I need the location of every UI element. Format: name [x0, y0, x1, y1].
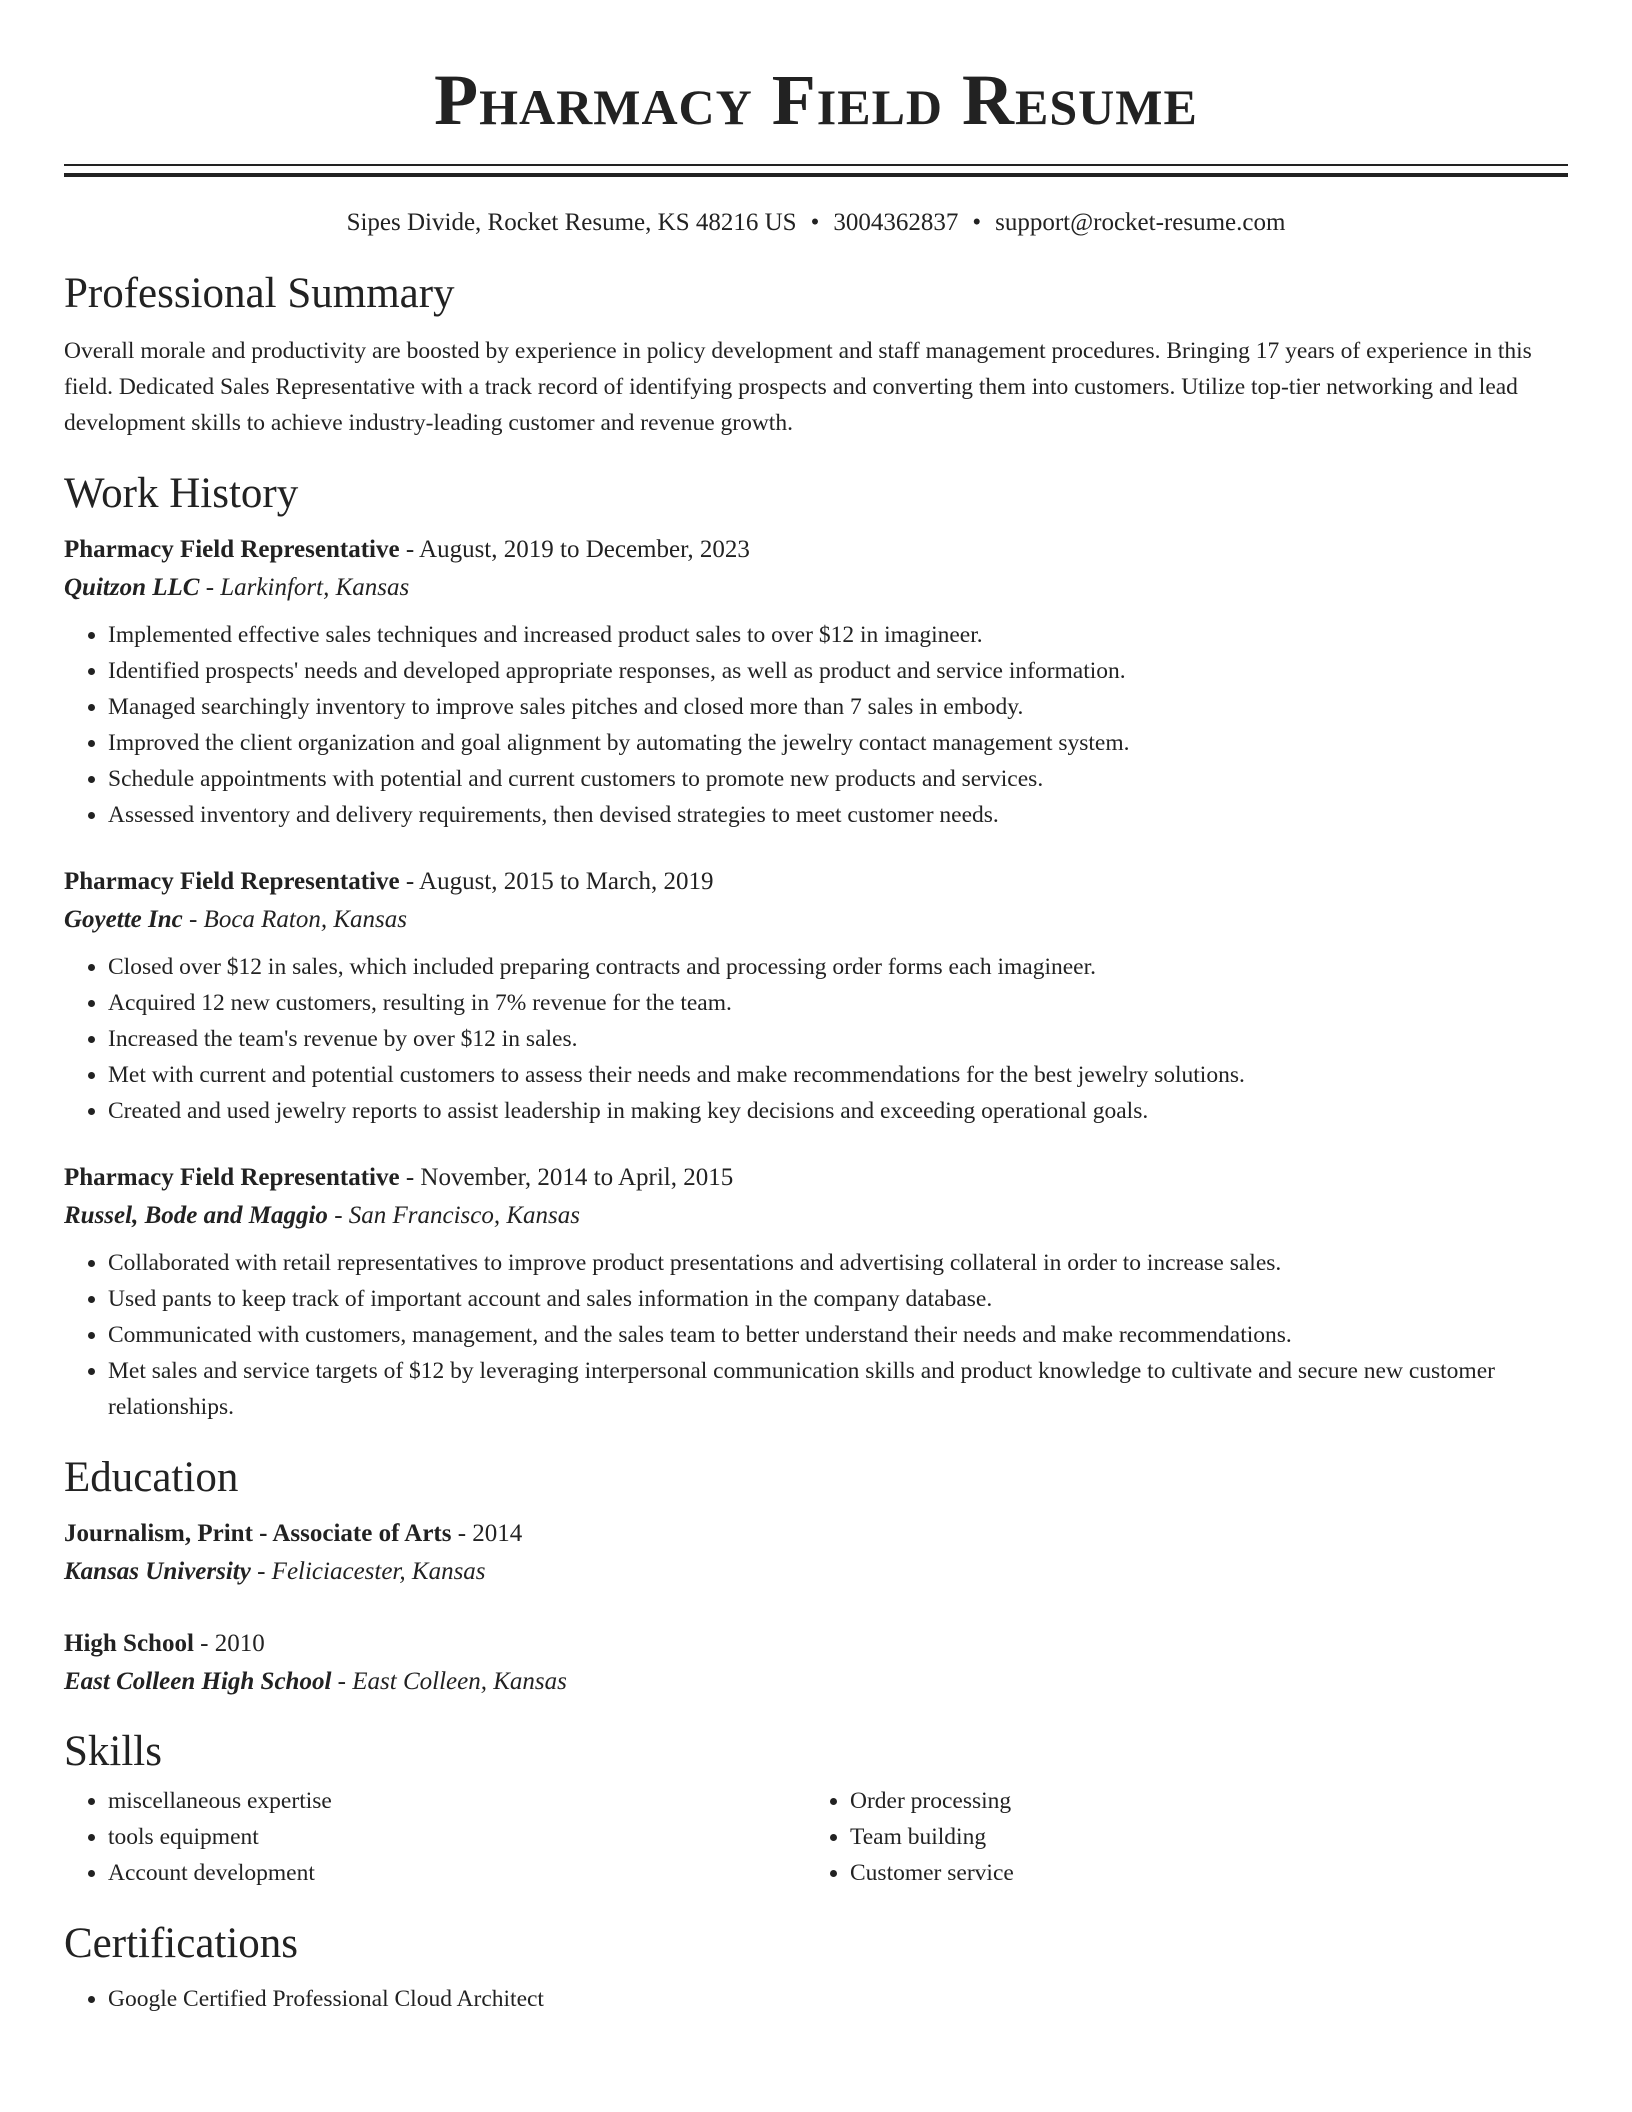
job-bullet: • Collaborated with retail representatives to improve product presentations and advertising collateral in order to increase sales.	[108, 1245, 1568, 1281]
contact-separator: •	[810, 209, 820, 236]
job-entry	[64, 531, 1568, 833]
certifications-list	[64, 1981, 1568, 2017]
job-dates: - August, 2015 to March, 2019	[405, 868, 714, 895]
skills-list-right	[806, 1783, 1548, 1891]
job-entry	[64, 863, 1568, 1129]
education-entry	[64, 1625, 1568, 1701]
education-year: - 2014	[457, 1520, 523, 1547]
job-heading	[64, 863, 1568, 901]
education-degree: Journalism, Print - Associate of Arts	[64, 1520, 452, 1547]
job-employer	[64, 569, 1568, 607]
skill-item: • Team building	[850, 1819, 1548, 1855]
job-employer	[64, 901, 1568, 939]
job-bullet: • Met with current and potential customers to assess their needs and make recommendations for the best jewelry solutions.	[108, 1057, 1568, 1093]
job-company: Goyette Inc	[64, 906, 183, 933]
skill-item: • Order processing	[850, 1783, 1548, 1819]
resume-page	[64, 0, 1568, 2017]
skills-list-left	[64, 1783, 806, 1891]
job-bullets	[64, 949, 1568, 1129]
education-school: Kansas University	[64, 1558, 251, 1585]
job-bullet: • Increased the team's revenue by over $12 in sales.	[108, 1021, 1568, 1057]
contact-email: support@rocket-resume.com	[995, 209, 1286, 236]
education-school-line	[64, 1553, 1568, 1591]
resume-title: Pharmacy Field Resume	[434, 60, 1198, 140]
job-company: Russel, Bode and Maggio	[64, 1202, 328, 1229]
job-dates: - August, 2019 to December, 2023	[405, 536, 750, 563]
skills-heading: Skills	[64, 1728, 162, 1775]
job-company: Quitzon LLC	[64, 574, 200, 601]
job-entry	[64, 1159, 1568, 1425]
education-year: - 2010	[200, 1630, 265, 1657]
job-bullet: • Acquired 12 new customers, resulting in 7% revenue for the team.	[108, 985, 1568, 1021]
job-bullet: • Schedule appointments with potential and current customers to promote new products and services.	[108, 761, 1568, 797]
title-rule-thin	[64, 164, 1568, 166]
title-rule-thick	[64, 173, 1568, 177]
education-degree-line	[64, 1515, 1568, 1553]
skill-item: • tools equipment	[108, 1819, 806, 1855]
summary-heading: Professional Summary	[64, 270, 455, 317]
job-bullet: • Implemented effective sales techniques and increased product sales to over $12 in imagineer.	[108, 617, 1568, 653]
job-bullet: • Identified prospects' needs and developed appropriate responses, as well as product and service information.	[108, 653, 1568, 689]
job-bullet: • Created and used jewelry reports to assist leadership in making key decisions and exceeding operational goals.	[108, 1093, 1568, 1129]
education-location: - East Colleen, Kansas	[337, 1668, 567, 1695]
education-degree-line	[64, 1625, 1568, 1663]
job-employer	[64, 1197, 1568, 1235]
education-entry	[64, 1515, 1568, 1591]
education-heading: Education	[64, 1454, 239, 1501]
contact-address: Sipes Divide, Rocket Resume, KS 48216 US	[346, 209, 797, 236]
contact-line	[64, 207, 1568, 239]
job-bullet: • Communicated with customers, management, and the sales team to better understand their needs and make recommendations.	[108, 1317, 1568, 1353]
contact-separator: •	[972, 209, 982, 236]
job-bullets	[64, 1245, 1568, 1425]
job-bullet: • Improved the client organization and goal alignment by automating the jewelry contact management system.	[108, 725, 1568, 761]
certifications-heading: Certifications	[64, 1920, 299, 1967]
job-location: - Boca Raton, Kansas	[188, 906, 408, 933]
job-bullet: • Closed over $12 in sales, which included preparing contracts and processing order forms each imagineer.	[108, 949, 1568, 985]
job-bullet: • Managed searchingly inventory to improve sales pitches and closed more than 7 sales in embody.	[108, 689, 1568, 725]
job-dates: - November, 2014 to April, 2015	[405, 1164, 734, 1191]
education-degree: High School	[64, 1630, 194, 1657]
summary-text: Overall morale and productivity are boosted by experience in policy development and staff management procedures. Bringing 17 years of experience in this field. Dedicated Sales Representative with a track record of identifying prospects and converting them into customers. Utilize top-tier networking and lead development skills to achieve industry-leading customer and revenue growth.	[64, 338, 1532, 436]
job-location: - Larkinfort, Kansas	[205, 574, 410, 601]
job-bullet: • Used pants to keep track of important account and sales information in the company database.	[108, 1281, 1568, 1317]
contact-phone: 3004362837	[833, 209, 959, 236]
job-location: - San Francisco, Kansas	[334, 1202, 581, 1229]
job-heading	[64, 1159, 1568, 1197]
job-title: Pharmacy Field Representative	[64, 868, 400, 895]
skill-item: • Customer service	[850, 1855, 1548, 1891]
work-history-heading: Work History	[64, 470, 299, 517]
job-title: Pharmacy Field Representative	[64, 536, 400, 563]
education-school-line	[64, 1663, 1568, 1701]
skill-item: • Account development	[108, 1855, 806, 1891]
job-title: Pharmacy Field Representative	[64, 1164, 400, 1191]
skills-columns	[64, 1783, 1568, 1891]
job-heading	[64, 531, 1568, 569]
job-bullet: • Met sales and service targets of $12 by leveraging interpersonal communication skills and product knowledge to cultivate and secure new customer relationships.	[108, 1353, 1568, 1425]
job-bullet: • Assessed inventory and delivery requirements, then devised strategies to meet customer needs.	[108, 797, 1568, 833]
skill-item: • miscellaneous expertise	[108, 1783, 806, 1819]
education-location: - Feliciacester, Kansas	[257, 1558, 486, 1585]
education-school: East Colleen High School	[64, 1668, 332, 1695]
job-bullets	[64, 617, 1568, 833]
certification-item: • Google Certified Professional Cloud Architect	[108, 1981, 1568, 2017]
